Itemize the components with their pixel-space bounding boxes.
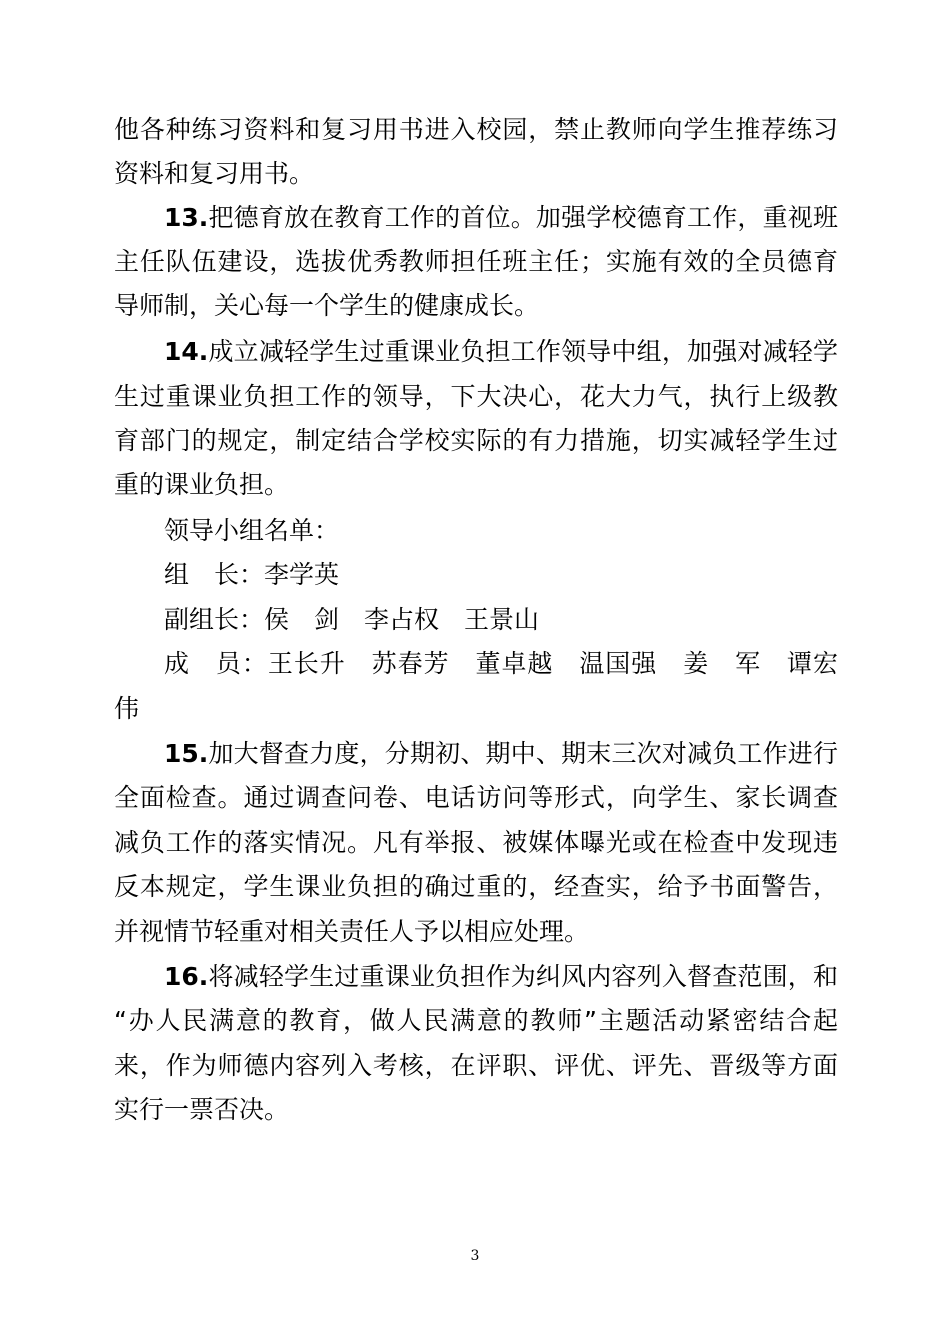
paragraph-line: 重的课业负担。 <box>114 470 290 499</box>
paragraph-line: 实行一票否决。 <box>114 1095 290 1124</box>
paragraph-line: 来，作为师德内容列入考核，在评职、评优、评先、晋级等方面 <box>114 1051 838 1080</box>
group-members: 成 员：王长升 苏春芳 董卓越 温国强 姜 军 谭宏 <box>164 649 838 678</box>
item-15-number: 15. <box>164 739 209 768</box>
item-14-line <box>164 330 838 374</box>
item-13-number: 13. <box>164 203 209 232</box>
paragraph-line: 生过重课业负担工作的领导，下大决心，花大力气，执行上级教 <box>114 382 838 411</box>
page-number: 3 <box>470 1248 480 1264</box>
paragraph-line: 反本规定，学生课业负担的确过重的，经查实，给予书面警告， <box>114 872 838 901</box>
paragraph-line: 全面检查。通过调查问卷、电话访问等形式，向学生、家长调查 <box>114 783 838 812</box>
paragraph-line: 资料和复习用书。 <box>114 159 315 188</box>
item-13-line <box>164 196 838 240</box>
item-15-text: 加大督查力度，分期初、期中、期末三次对减负工作进行 <box>208 739 838 768</box>
item-14-text: 成立减轻学生过重课业负担工作领导中组，加强对减轻学 <box>208 337 838 366</box>
paragraph-line: 减负工作的落实情况。凡有举报、被媒体曝光或在检查中发现违 <box>114 828 838 857</box>
item-13-text: 把德育放在教育工作的首位。加强学校德育工作，重视班 <box>208 203 838 232</box>
group-leader: 组 长：李学英 <box>164 560 340 589</box>
item-16-text: 将减轻学生过重课业负担作为纠风内容列入督查范围，和 <box>208 962 838 991</box>
paragraph-line: 并视情节轻重对相关责任人予以相应处理。 <box>114 917 590 946</box>
item-14-number: 14. <box>164 337 209 366</box>
item-16-number: 16. <box>164 962 209 991</box>
item-16-line <box>164 955 838 999</box>
item-15-line <box>164 732 838 776</box>
group-title: 领导小组名单： <box>164 516 340 545</box>
paragraph-line: 导师制，关心每一个学生的健康成长。 <box>114 291 540 320</box>
paragraph-line: 他各种练习资料和复习用书进入校园，禁止教师向学生推荐练习 <box>114 115 838 144</box>
group-members-cont: 伟 <box>114 694 140 723</box>
paragraph-line: “办人民满意的教育，做人民满意的教师”主题活动紧密结合起 <box>114 1006 838 1035</box>
group-deputy: 副组长：侯 剑 李占权 王景山 <box>164 605 540 634</box>
paragraph-line: 育部门的规定，制定结合学校实际的有力措施，切实减轻学生过 <box>114 426 838 455</box>
paragraph-line: 主任队伍建设，选拔优秀教师担任班主任；实施有效的全员德育 <box>114 247 838 276</box>
